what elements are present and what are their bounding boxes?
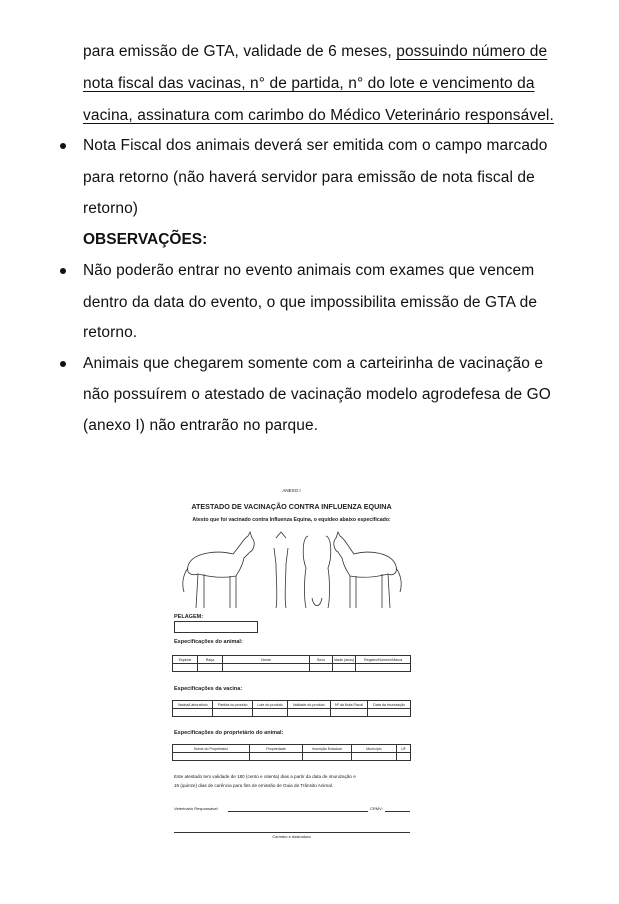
bullet-line: não possuírem o atestado de vacinação modelo agrodefesa de GO	[83, 386, 551, 403]
stamp-label: Carimbo e Assinatura	[272, 834, 311, 839]
text-plain: para emissão de GTA, validade de 6 meses,	[83, 43, 397, 60]
horse-diagram-icon	[178, 528, 406, 614]
table-header: Espécie	[173, 656, 198, 664]
bullet-line: retorno)	[83, 200, 139, 217]
annex-subtitle: Atesto que foi vacinado contra Influenza Equina, o equídeo abaixo especificado:	[192, 517, 391, 523]
table-header: UF	[397, 745, 411, 753]
vaccine-specs-table	[172, 700, 411, 717]
table-header: Lote do produto	[253, 701, 288, 709]
paragraph-line: vacina, assinatura com carimbo do Médico Veterinário responsável.	[83, 107, 554, 124]
validity-text: Este atestado tem validade de 180 (cento e oitenta) dias a partir da data de imunização e	[174, 774, 356, 779]
bullet-line: retorno.	[83, 324, 138, 341]
bullet-line: para retorno (não haverá servidor para emissão de nota fiscal de	[83, 169, 535, 186]
table-header: Data da imunização	[368, 701, 411, 709]
bullet-icon	[60, 268, 66, 274]
table-header: Validade do produto	[287, 701, 330, 709]
signature-line	[228, 811, 368, 812]
table-header: Inscrição Estadual	[303, 745, 352, 753]
crmv-line	[385, 811, 410, 812]
table-header: Nº da Nota Fiscal	[330, 701, 368, 709]
pelagem-box	[174, 621, 258, 633]
table-header: Propriedade	[250, 745, 303, 753]
annex-form-image	[170, 486, 413, 846]
vaccine-specs-label: Especificações da vacina:	[174, 686, 243, 692]
table-header: Nome	[223, 656, 310, 664]
stamp-line	[174, 832, 410, 833]
table-header: Registro/Número/Marca	[356, 656, 411, 664]
table-header: Vacina/Laboratório	[173, 701, 213, 709]
annex-label: ANEXO I	[282, 488, 301, 493]
bullet-icon	[60, 361, 66, 367]
bullet-line: Nota Fiscal dos animais deverá ser emitida com o campo marcado	[83, 137, 548, 154]
annex-title: ATESTADO DE VACINAÇÃO CONTRA INFLUENZA EQUINA	[191, 502, 392, 511]
table-header: Nome do Proprietário	[173, 745, 250, 753]
bullet-line: Animais que chegarem somente com a carteirinha de vacinação e	[83, 355, 544, 372]
observations-heading: OBSERVAÇÕES:	[83, 231, 208, 248]
table-header: Município	[352, 745, 397, 753]
animal-specs-label: Especificações do animal:	[174, 639, 243, 645]
paragraph-line	[83, 43, 547, 61]
owner-specs-table	[172, 744, 411, 761]
table-header: Raça	[198, 656, 223, 664]
owner-specs-label: Especificações do proprietário do animal:	[174, 730, 284, 736]
bullet-line: Não poderão entrar no evento animais com exames que vencem	[83, 262, 535, 279]
bullet-line: dentro da data do evento, o que impossibilita emissão de GTA de	[83, 294, 538, 311]
pelagem-label: PELAGEM:	[174, 614, 204, 620]
table-header: Sexo	[310, 656, 333, 664]
bullet-line: (anexo I) não entrarão no parque.	[83, 417, 319, 434]
animal-specs-table	[172, 655, 411, 672]
bullet-icon	[60, 143, 66, 149]
vet-label: Veterinário Responsável:	[174, 806, 219, 811]
crmv-label: CRMV:	[370, 806, 383, 811]
validity-text: 15 (quinze) dias de carência para fins de emissão de Guia de Trânsito Animal.	[174, 783, 334, 788]
paragraph-line: nota fiscal das vacinas, n° de partida, n° do lote e vencimento da	[83, 75, 535, 92]
table-header: Partida do produto	[213, 701, 253, 709]
table-header: Idade (anos)	[334, 657, 355, 662]
text-underlined: possuindo número de	[396, 43, 548, 60]
